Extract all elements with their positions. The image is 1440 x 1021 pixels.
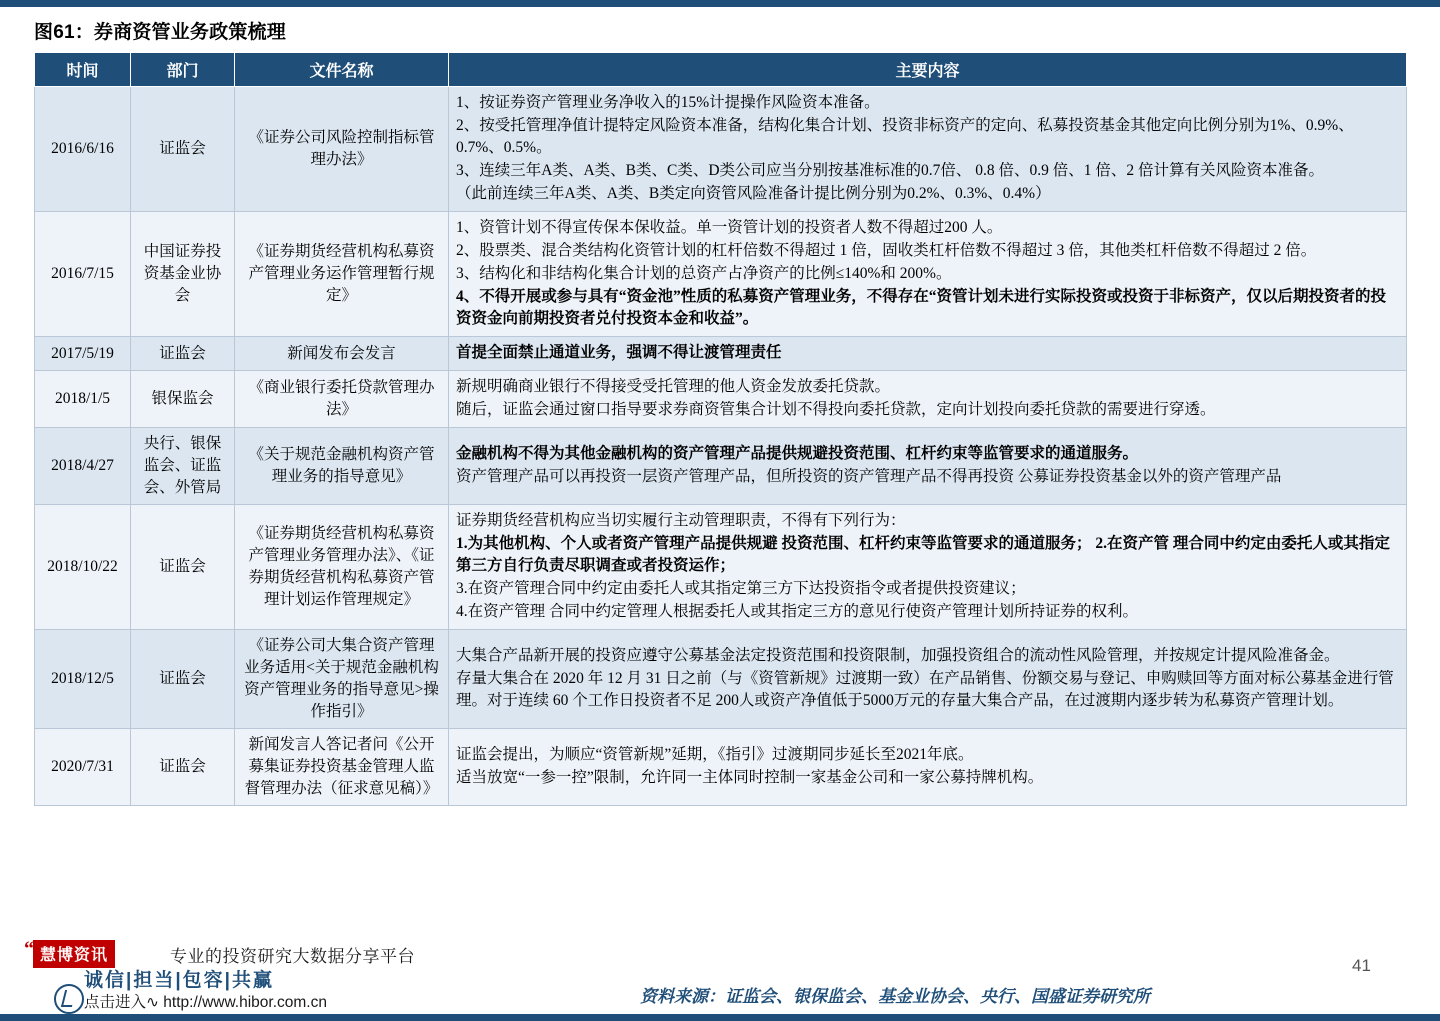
table-row [35,212,1407,337]
policy-table [34,52,1407,806]
cell-department: 证监会 [131,630,235,729]
cell-time: 2018/1/5 [35,371,131,428]
cell-time: 2020/7/31 [35,729,131,806]
source-note: 资料来源：证监会、银保监会、基金业协会、央行、国盛证券研究所 [640,987,1150,1006]
content-paragraph: 4.在资产管理 合同中约定管理人根据委托人或其指定三方的意见行使资产管理计划所持证券的权利。 [456,603,1139,620]
content-paragraph: 4、不得开展或参与具有“资金池”性质的私募资产管理业务，不得存在“资管计划未进行实际投资或投资于非标资产，仅以后期投资者的投资资金向前期投资者兑付投资本金和收益”。 [456,288,1387,327]
content-paragraph: 新规明确商业银行不得接受受托管理的他人资金发放委托贷款。 [456,378,891,395]
cell-document-name: 《证券期货经营机构私募资产管理业务运作管理暂行规定》 [235,212,449,337]
cell-document-name: 《证券期货经营机构私募资产管理业务管理办法》、《证券期货经营机构私募资产管理计划运作管理规定》 [235,505,449,630]
table-row [35,87,1407,212]
cell-main-content [449,630,1407,729]
table-row [35,337,1407,371]
content-paragraph: 1、按证券资产管理业务净收入的15%计提操作风险资本准备。 [456,94,880,111]
table-row [35,630,1407,729]
cell-main-content [449,371,1407,428]
logo-badge-text: 慧博资讯 [33,940,115,968]
content-paragraph: （此前连续三年A类、A类、B类定向资管风险准备计提比例分别为0.2%、0.3%、0.4%） [456,185,1051,202]
column-header-time: 时间 [35,53,131,87]
table-row [35,729,1407,806]
table-header-row [35,53,1407,87]
cell-time: 2016/6/16 [35,87,131,212]
content-paragraph: 资产管理产品可以再投资一层资产管理产品，但所投资的资产管理产品不得再投资 公募证券投资基金以外的资产管理产品 [456,468,1282,485]
cell-department: 证监会 [131,337,235,371]
column-header-department: 部门 [131,53,235,87]
cell-time: 2017/5/19 [35,337,131,371]
cell-document-name: 《证券公司风险控制指标管理办法》 [235,87,449,212]
cell-time: 2018/4/27 [35,428,131,505]
cell-time: 2016/7/15 [35,212,131,337]
cell-document-name: 《证券公司大集合资产管理业务适用<关于规范金融机构资产管理业务的指导意见>操作指引》 [235,630,449,729]
bottom-accent-bar [0,1014,1440,1021]
content-paragraph: 证监会提出，为顺应“资管新规”延期，《指引》过渡期同步延长至2021年底。 [456,746,974,763]
content-paragraph: 首提全面禁止通道业务，强调不得让渡管理责任 [456,344,782,361]
cell-main-content [449,212,1407,337]
column-header-content: 主要内容 [449,53,1407,87]
page-number: 41 [1352,956,1371,975]
content-paragraph: 证券期货经营机构应当切实履行主动管理职责，不得有下列行为： [456,512,906,529]
content-paragraph: 1.为其他机构、个人或者资产管理产品提供规避 投资范围、杠杆约束等监管要求的通道服务； 2.在资产管 理合同中约定由委托人或其指定第三方自行负责尽职调查或者投资运作； [456,535,1390,574]
logo-tagline: 专业的投资研究大数据分享平台 [170,947,415,966]
cell-main-content [449,87,1407,212]
cell-main-content [449,505,1407,630]
logo-site-link[interactable]: 点击进入∿ http://www.hibor.com.cn [84,994,327,1011]
hibor-logo[interactable] [24,938,470,1014]
cell-department: 证监会 [131,505,235,630]
page-title: 图61：券商资管业务政策梳理 [34,22,286,43]
content-paragraph: 3.在资产管理合同中约定由委托人或其指定第三方下达投资指令或者提供投资建议； [456,580,1026,597]
cell-department: 证监会 [131,729,235,806]
table-row [35,428,1407,505]
content-paragraph: 3、连续三年A类、A类、B类、C类、D类公司应当分别按基准标准的0.7倍、 0.8 倍、0.9 倍、1 倍、2 倍计算有关风险资本准备。 [456,162,1325,179]
logo-slogan: 诚信|担当|包容|共赢 [84,970,274,991]
content-paragraph: 大集合产品新开展的投资应遵守公募基金法定投资范围和投资限制，加强投资组合的流动性风险管理，并按规定计提风险准备金。 [456,647,1340,664]
cell-department: 银保监会 [131,371,235,428]
table-body [35,87,1407,806]
cell-main-content [449,337,1407,371]
cell-main-content [449,729,1407,806]
content-paragraph: 1、资管计划不得宣传保本保收益。单一资管计划的投资者人数不得超过200 人。 [456,219,1003,236]
cell-time: 2018/10/22 [35,505,131,630]
checkmark-circle-icon [54,984,84,1014]
cell-department: 中国证券投资基金业协会 [131,212,235,337]
content-paragraph: 存量大集合在 2020 年 12 月 31 日之前（与《资管新规》过渡期一致）在产品销售、份额交易与登记、申购赎回等方面对标公募基金进行管理。对于连续 60 个工作日投资者不足 200人或资产净值低于5000万元的存量大集合产品，在过渡期内逐步转为私募资产管理计划。 [456,670,1394,709]
content-paragraph: 适当放宽“一参一控”限制，允许同一主体同时控制一家基金公司和一家公募持牌机构。 [456,769,1044,786]
content-paragraph: 3、结构化和非结构化集合计划的总资产占净资产的比例≤140%和 200%。 [456,265,952,282]
cell-document-name: 新闻发言人答记者问《公开募集证券投资基金管理人监督管理办法（征求意见稿）》 [235,729,449,806]
cell-document-name: 新闻发布会发言 [235,337,449,371]
content-paragraph: 金融机构不得为其他金融机构的资产管理产品提供规避投资范围、杠杆约束等监管要求的通道服务。 [456,445,1139,462]
cell-department: 证监会 [131,87,235,212]
page-footer [0,940,1440,1014]
content-paragraph: 2、按受托管理净值计提特定风险资本准备，结构化集合计划、投资非标资产的定向、私募投资基金其他定向比例分别为1%、0.9%、0.7%、0.5%。 [456,117,1354,156]
content-paragraph: 2、股票类、混合类结构化资管计划的杠杆倍数不得超过 1 倍，固收类杠杆倍数不得超过 3 倍，其他类杠杆倍数不得超过 2 倍。 [456,242,1317,259]
quote-mark-icon: “ [24,938,34,960]
cell-time: 2018/12/5 [35,630,131,729]
cell-document-name: 《商业银行委托贷款管理办法》 [235,371,449,428]
cell-document-name: 《关于规范金融机构资产管理业务的指导意见》 [235,428,449,505]
table-row [35,371,1407,428]
top-accent-bar [0,0,1440,7]
content-paragraph: 随后，证监会通过窗口指导要求券商资管集合计划不得投向委托贷款，定向计划投向委托贷款的需要进行穿透。 [456,401,1216,418]
table-row [35,505,1407,630]
column-header-document: 文件名称 [235,53,449,87]
cell-department: 央行、银保监会、证监会、外管局 [131,428,235,505]
report-page [0,7,1440,806]
cell-main-content [449,428,1407,505]
